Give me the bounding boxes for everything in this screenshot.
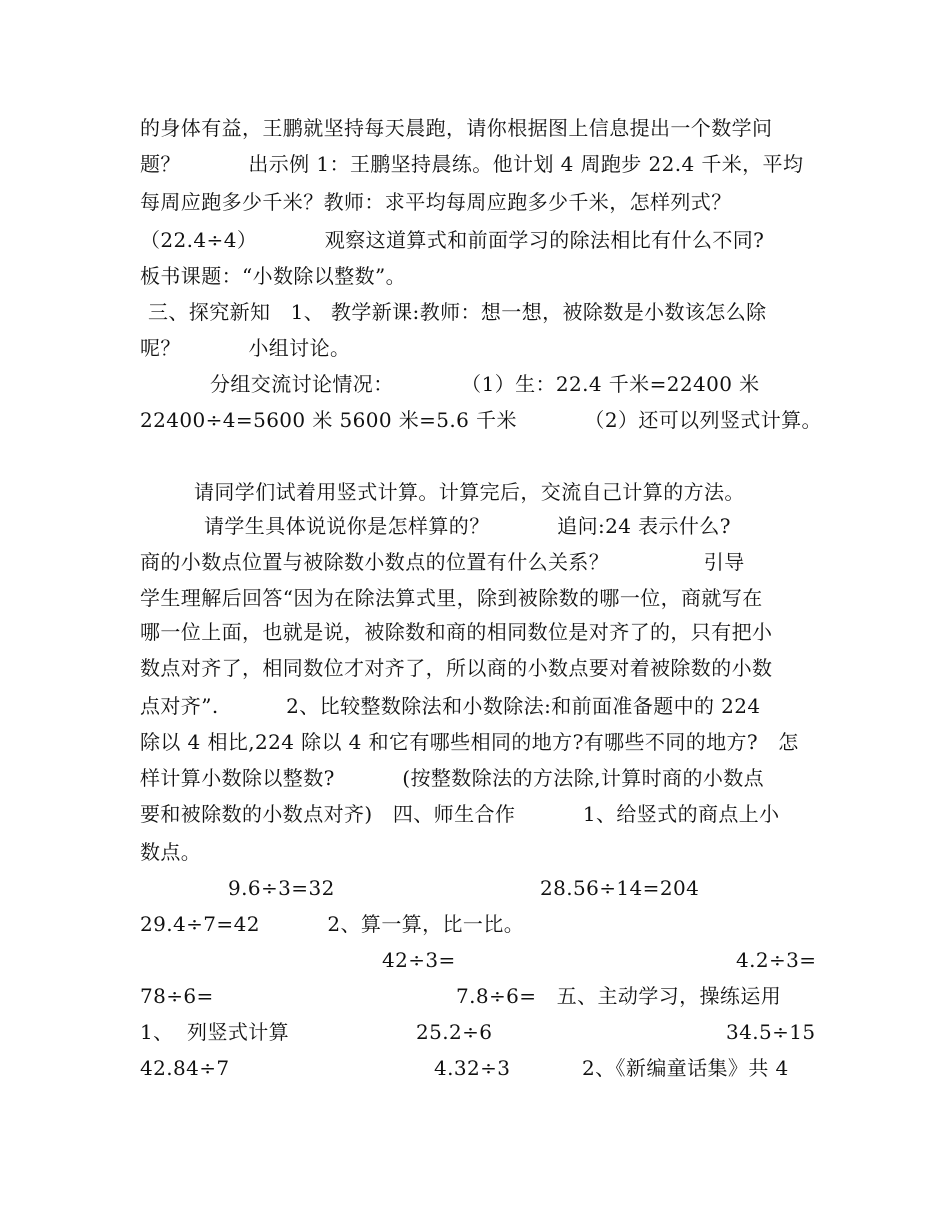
text-line: 学生理解后回答“因为在除法算式里，除到被除数的哪一位，商就写在 (140, 586, 763, 610)
text-line: 板书课题：“小数除以整数”。 (140, 264, 407, 288)
text-line: 29.4÷7=42 2、算一算，比一比。 (140, 912, 525, 936)
text-line: 数点对齐了，相同数位才对齐了，所以商的小数点要对着被除数的小数 (140, 656, 773, 680)
equation: 34.5÷15 (726, 1020, 816, 1044)
text-line: 2、《新编童话集》共 4 (582, 1056, 789, 1080)
text-line: 呢？ 小组讨论。 (140, 336, 351, 360)
equation: 4.2÷3= (736, 948, 817, 972)
equation: 42.84÷7 (140, 1056, 230, 1080)
text-line: 请同学们试着用竖式计算。计算完后，交流自己计算的方法。 (194, 480, 745, 504)
text-line: 7.8÷6= 五、主动学习，操练运用 (456, 984, 782, 1008)
text-line: 除以 4 相比,224 除以 4 和它有哪些相同的地方?有哪些不同的地方? 怎 (140, 730, 799, 754)
equation: 28.56÷14=204 (540, 876, 700, 900)
equation: 9.6÷3=32 (228, 876, 335, 900)
text-line: 数点。 (140, 840, 202, 864)
text-line: （22.4÷4） 观察这道算式和前面学习的除法相比有什么不同? (140, 228, 765, 252)
text-line: 要和被除数的小数点对齐) 四、师生合作 1、给竖式的商点上小 (140, 802, 780, 826)
text-line: 的身体有益，王鹏就坚持每天晨跑，请你根据图上信息提出一个数学问 (140, 116, 773, 140)
text-line: 分组交流讨论情况： （1）生：22.4 千米=22400 米 (210, 372, 760, 396)
text-line: 请学生具体说说你是怎样算的？ 追问:24 表示什么? (204, 514, 731, 538)
equation: 25.2÷6 (416, 1020, 493, 1044)
text-line: 商的小数点位置与被除数小数点的位置有什么关系？ 引导 (140, 550, 745, 574)
equation: 42÷3= (382, 948, 456, 972)
equation: 78÷6= (140, 984, 214, 1008)
text-line: 1、 列竖式计算 (140, 1020, 290, 1044)
text-line: 点对齐”. 2、比较整数除法和小数除法:和前面准备题中的 224 (140, 694, 761, 718)
text-line: 哪一位上面，也就是说，被除数和商的相同数位是对齐了的，只有把小 (140, 620, 773, 644)
text-line: 样计算小数除以整数? (按整数除法的方法除,计算时商的小数点 (140, 766, 765, 790)
text-line: 每周应跑多少千米？教师：求平均每周应跑多少千米，怎样列式？ (140, 190, 732, 214)
text-line: 题？ 出示例 1：王鹏坚持晨练。他计划 4 周跑步 22.4 千米，平均 (140, 152, 804, 176)
section-heading-line: 三、探究新知 1、 教学新课:教师：想一想，被除数是小数该怎么除 (148, 300, 767, 324)
text-line: 22400÷4=5600 米 5600 米=5.6 千米 （2）还可以列竖式计算。 (140, 408, 822, 432)
equation: 4.32÷3 (434, 1056, 511, 1080)
